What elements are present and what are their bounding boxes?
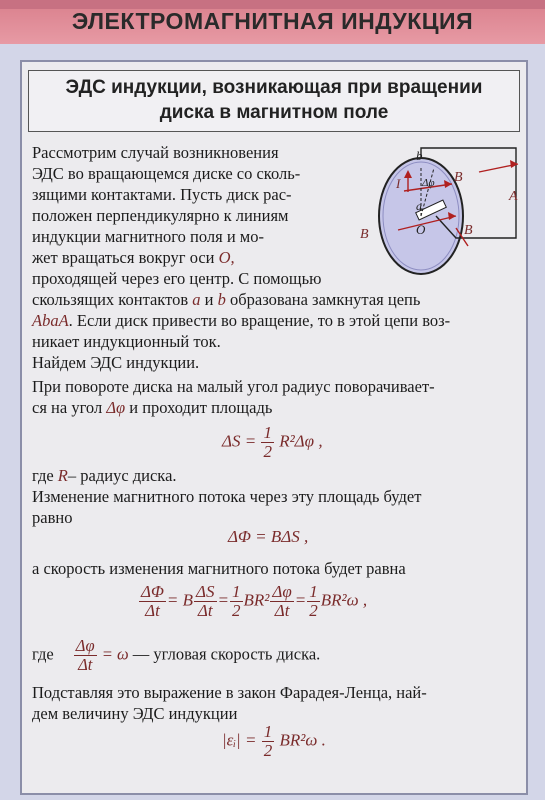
- fraction: [307, 583, 320, 620]
- text-fragment: . Если диск привести во вращение, то в этой цепи воз-: [68, 311, 451, 330]
- label-dphi: Δφ: [422, 177, 435, 189]
- text-fragment: где: [32, 644, 54, 664]
- text-line: [32, 289, 420, 310]
- denominator: 2: [263, 741, 273, 760]
- text-line: равно: [32, 508, 73, 527]
- formula-part: =: [217, 590, 229, 610]
- header-banner: [0, 0, 545, 44]
- denominator: Δt: [145, 601, 160, 620]
- formula-part: BR²: [243, 590, 270, 610]
- section-title-line-2: диска в магнитном поле: [159, 102, 389, 123]
- text-line: индукции магнитного поля и мо-: [32, 227, 264, 246]
- formula-part: R²Δφ ,: [279, 431, 323, 451]
- label-b: b: [416, 148, 423, 163]
- label-B: B: [454, 170, 463, 185]
- formula-area: [222, 424, 323, 461]
- text-line: [32, 397, 272, 418]
- formula-part: BR²ω ,: [320, 590, 368, 610]
- numerator: 1: [309, 582, 318, 601]
- text-fragment: жет вращаться вокруг оси: [32, 248, 215, 267]
- formula-part: BR²ω .: [279, 730, 326, 750]
- denominator: 2: [263, 442, 272, 461]
- text-fragment: ся на угол: [32, 398, 103, 417]
- numerator: Δφ: [75, 636, 95, 655]
- text-line: [32, 465, 177, 486]
- text-line: [32, 310, 450, 331]
- section-title-line-1: ЭДС индукции, возникающая при вращении: [65, 77, 483, 98]
- numerator: Δφ: [272, 582, 292, 601]
- denominator: 2: [309, 601, 318, 620]
- label-B: B: [360, 227, 369, 242]
- formula-emf: [222, 723, 326, 760]
- formula-flux: ΔΦ = BΔS ,: [228, 527, 309, 546]
- fraction: [261, 424, 274, 461]
- symbol-dphi: Δφ: [106, 398, 126, 417]
- symbol-b: b: [217, 290, 226, 309]
- text-line: [32, 637, 320, 674]
- label-a: a: [416, 199, 422, 213]
- numerator: ΔΦ: [141, 582, 164, 601]
- text-line: дем величину ЭДС индукции: [32, 704, 238, 723]
- symbol-R: R: [57, 466, 68, 485]
- text-fragment: где: [32, 466, 54, 485]
- fraction: [230, 583, 243, 620]
- rotating-disk-diagram: [346, 88, 526, 278]
- text-fragment: и: [204, 290, 214, 309]
- text-fragment: – радиус диска.: [67, 466, 177, 485]
- symbol-AbaA: AbaA: [32, 311, 69, 330]
- text-line: Подставляя это выражение в закон Фарадея-Ленца, най-: [32, 683, 427, 702]
- formula-part: ΔS =: [222, 431, 257, 451]
- fraction: [139, 583, 166, 620]
- arrow-head: [510, 160, 518, 168]
- numerator: 1: [263, 423, 272, 442]
- text-fragment: скользящих контактов: [32, 290, 189, 309]
- text-fragment: — угловая скорость диска.: [132, 644, 321, 664]
- text-line: Изменение магнитного потока через эту площадь будет: [32, 487, 422, 506]
- numerator: 1: [232, 582, 241, 601]
- label-O: O: [416, 222, 426, 237]
- label-B: B: [464, 223, 473, 238]
- denominator: Δt: [197, 601, 213, 620]
- fraction: [270, 583, 293, 620]
- text-line: При повороте диска на малый угол радиус поворачивает-: [32, 377, 435, 396]
- page-title: ЭЛЕКТРОМАГНИТНАЯ ИНДУКЦИЯ: [71, 8, 474, 34]
- numerator: ΔS: [196, 582, 215, 601]
- formula-part: = ω: [101, 644, 129, 664]
- formula-rate: [138, 583, 367, 620]
- denominator: Δt: [78, 655, 93, 674]
- formula-part: |εᵢ| =: [222, 730, 257, 750]
- symbol-a: a: [192, 290, 201, 309]
- formula-part: =: [294, 590, 307, 610]
- fraction: [74, 637, 97, 674]
- text-line: ЭДС во вращающемся диске со сколь-: [32, 164, 301, 183]
- numerator: 1: [263, 722, 273, 741]
- text-fragment: и проходит площадь: [129, 398, 273, 417]
- text-line: [32, 247, 235, 268]
- text-fragment: образована замкнутая цепь: [229, 290, 421, 309]
- text-line: зящими контактами. Пусть диск рас-: [32, 185, 292, 204]
- label-I: I: [396, 176, 401, 191]
- denominator: 2: [232, 601, 241, 620]
- symbol-O: O,: [218, 248, 235, 267]
- formula-part: = B: [166, 590, 194, 610]
- fraction: [194, 583, 216, 620]
- denominator: Δt: [274, 601, 290, 620]
- text-line: Найдем ЭДС индукции.: [32, 353, 200, 372]
- text-line: никает индукционный ток.: [32, 332, 221, 351]
- fraction: [262, 723, 275, 760]
- label-A: A: [509, 189, 518, 204]
- text-line: положен перпендикулярно к линиям: [32, 206, 289, 225]
- text-line: проходящей через его центр. С помощью: [32, 269, 322, 288]
- text-line: Рассмотрим случай возникновения: [32, 143, 279, 162]
- text-line: а скорость изменения магнитного потока будет равна: [32, 559, 406, 578]
